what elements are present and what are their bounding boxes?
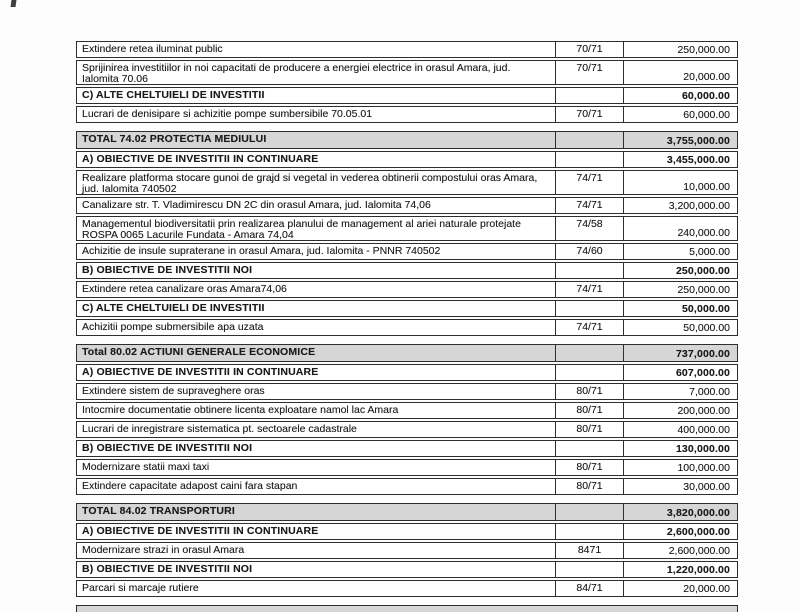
table-section: [76, 503, 738, 597]
item-description: Extindere capacitate adapost caini fara stapan: [82, 480, 298, 492]
account-code: 80/71: [555, 403, 623, 418]
item-row: [76, 459, 738, 476]
item-row: [76, 580, 738, 597]
account-code: [555, 365, 623, 380]
item-row: [76, 197, 738, 214]
item-row: [76, 383, 738, 400]
item-row: [76, 216, 738, 241]
account-code: 70/71: [555, 107, 623, 122]
amount-value: 60,000.00: [623, 107, 737, 122]
section-header-row: [76, 131, 738, 149]
account-code: 74/58: [555, 217, 623, 240]
item-description: Achizitie de insule supraterane in orasul Amara, jud. Ialomita - PNNR 740502: [82, 245, 441, 257]
table-section: [76, 131, 738, 336]
amount-value: 2,600,000.00: [623, 524, 737, 539]
subtotal-row: [76, 523, 738, 540]
item-description: Parcari si marcaje rutiere: [82, 582, 199, 594]
table-section: [76, 41, 738, 123]
item-description: A) OBIECTIVE DE INVESTITII IN CONTINUARE: [82, 525, 319, 537]
account-code: [555, 263, 623, 278]
item-row: [76, 478, 738, 495]
account-code: [555, 345, 623, 361]
account-code: 84/71: [555, 581, 623, 596]
amount-value: 7,000.00: [623, 384, 737, 399]
item-row: [76, 170, 738, 195]
amount-value: 100,000.00: [623, 460, 737, 475]
subtotal-row: [76, 87, 738, 104]
item-description: Achizitii pompe submersibile apa uzata: [82, 321, 264, 333]
item-row: [76, 542, 738, 559]
subtotal-row: [76, 262, 738, 279]
item-description: Intocmire documentatie obtinere licenta exploatare namol lac Amara: [82, 404, 399, 416]
subtotal-row: [76, 440, 738, 457]
item-description: Modernizare strazi in orasul Amara: [82, 544, 245, 556]
amount-value: 20,000.00: [623, 61, 737, 84]
amount-value: 1,220,000.00: [623, 562, 737, 577]
amount-value: 50,000.00: [623, 301, 737, 316]
item-description: B) OBIECTIVE DE INVESTITII NOI: [82, 563, 253, 575]
screen-edge-artifact: [11, 0, 17, 7]
amount-value: 5,000.00: [623, 244, 737, 259]
account-code: 80/71: [555, 479, 623, 494]
amount-value: 607,000.00: [623, 365, 737, 380]
account-code: 74/71: [555, 282, 623, 297]
item-description: Extindere retea canalizare oras Amara74,06: [82, 283, 287, 295]
item-description: Extindere retea iluminat public: [82, 43, 223, 55]
item-row: [76, 41, 738, 58]
item-description: C) ALTE CHELTUIELI DE INVESTITII: [82, 302, 265, 314]
amount-value: 3,200,000.00: [623, 198, 737, 213]
account-code: [555, 152, 623, 167]
amount-value: 20,000.00: [623, 581, 737, 596]
account-code: 70/71: [555, 42, 623, 57]
item-row: [76, 60, 738, 85]
amount-value: 60,000.00: [623, 88, 737, 103]
item-description: TOTAL 84.02 TRANSPORTURI: [82, 505, 235, 517]
subtotal-row: [76, 364, 738, 381]
amount-value: 30,000.00: [623, 479, 737, 494]
account-code: [555, 504, 623, 520]
subtotal-row: [76, 151, 738, 168]
amount-value: 50,000.00: [623, 320, 737, 335]
account-code: 80/71: [555, 460, 623, 475]
item-description: A) OBIECTIVE DE INVESTITII IN CONTINUARE: [82, 366, 319, 378]
account-code: [555, 441, 623, 456]
subtotal-row: [76, 300, 738, 317]
account-code: [555, 562, 623, 577]
amount-value: 240,000.00: [623, 217, 737, 240]
amount-value: 3,755,000.00: [623, 132, 737, 148]
account-code: 74/60: [555, 244, 623, 259]
item-description: Canalizare str. T. Vladimirescu DN 2C din orasul Amara, jud. Ialomita 74,06: [82, 199, 431, 211]
item-row: [76, 421, 738, 438]
item-description: Lucrari de inregistrare sistematica pt. sectoarele cadastrale: [82, 423, 357, 435]
item-row: [76, 319, 738, 336]
item-description: Realizare platforma stocare gunoi de grajd si vegetal in vederea obtinerii compostului oras Amara, jud. Ialomita 740502: [82, 172, 538, 194]
item-description: C) ALTE CHELTUIELI DE INVESTITII: [82, 89, 265, 101]
amount-value: 250,000.00: [623, 42, 737, 57]
amount-value: 737,000.00: [623, 345, 737, 361]
table-section: [76, 344, 738, 495]
subtotal-row: [76, 561, 738, 578]
amount-value: 400,000.00: [623, 422, 737, 437]
amount-value: 2,600,000.00: [623, 543, 737, 558]
account-code: [555, 524, 623, 539]
amount-value: 3,455,000.00: [623, 152, 737, 167]
account-code: 70/71: [555, 61, 623, 84]
item-description: Extindere sistem de supraveghere oras: [82, 385, 265, 397]
budget-table: [76, 41, 738, 612]
item-description: B) OBIECTIVE DE INVESTITII NOI: [82, 442, 253, 454]
item-row: [76, 281, 738, 298]
item-description: Managementul biodiversitatii prin realizarea planului de management al ariei naturale protejate ROSPA 0065 Lacurile Fundata - Amara 74,04: [82, 218, 521, 240]
item-description: Modernizare statii maxi taxi: [82, 461, 210, 473]
account-code: 8471: [555, 543, 623, 558]
account-code: [555, 88, 623, 103]
item-description: Lucrari de denisipare si achizitie pompe sumbersibile 70.05.01: [82, 108, 373, 120]
amount-value: 130,000.00: [623, 441, 737, 456]
amount-value: 250,000.00: [623, 263, 737, 278]
amount-value: 3,820,000.00: [623, 504, 737, 520]
section-header-row: [76, 344, 738, 362]
amount-value: 10,000.00: [623, 171, 737, 194]
item-description: A) OBIECTIVE DE INVESTITII IN CONTINUARE: [82, 153, 319, 165]
account-code: 74/71: [555, 198, 623, 213]
amount-value: 250,000.00: [623, 282, 737, 297]
item-description: TOTAL 74.02 PROTECTIA MEDIULUI: [82, 133, 267, 145]
item-row: [76, 106, 738, 123]
truncated-next-row: [76, 605, 738, 612]
item-description: B) OBIECTIVE DE INVESTITII NOI: [82, 264, 253, 276]
account-code: [555, 132, 623, 148]
item-description: Total 80.02 ACTIUNI GENERALE ECONOMICE: [82, 346, 316, 358]
amount-value: 200,000.00: [623, 403, 737, 418]
account-code: 80/71: [555, 422, 623, 437]
item-description: Sprijinirea investitiilor in noi capacitati de producere a energiei electrice in orasul Amara, jud. Ialomita 70.06: [82, 62, 511, 84]
account-code: 74/71: [555, 171, 623, 194]
account-code: 74/71: [555, 320, 623, 335]
account-code: [555, 301, 623, 316]
item-row: [76, 402, 738, 419]
account-code: 80/71: [555, 384, 623, 399]
section-header-row: [76, 503, 738, 521]
item-row: [76, 243, 738, 260]
